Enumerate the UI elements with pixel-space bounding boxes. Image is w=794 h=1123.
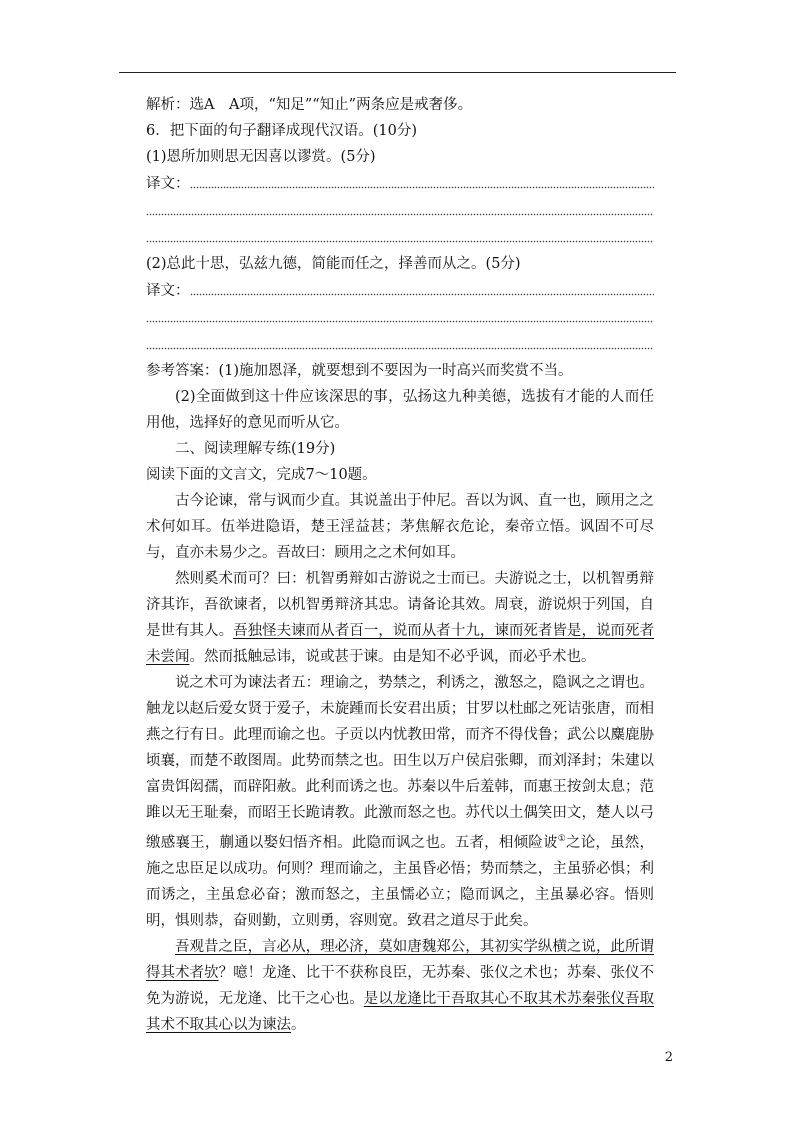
translation-blank-2[interactable] [146,277,654,358]
section-instruction: 阅读下面的文言文，完成7～10题。 [146,467,377,483]
reference-answer-1: 参考答案：(1)施加恩泽，就要想到不要因为一时高兴而奖赏不当。 [146,363,573,379]
translation-blank-1[interactable] [146,170,654,251]
page-number: 2 [664,1050,673,1065]
question-6-part-2: (2)总此十思，弘兹九德，简能而任之，择善而从之。(5分) [146,256,521,272]
answer-line [146,210,654,218]
underlined-sentence: 是以龙逄比干吾取其心不取其术苏秦张仪吾取其术不取其心以为谏法 [146,990,655,1033]
document-body [146,92,654,1038]
passage-text: 说之术可为谏法者五：理谕之，势禁之，利诱之，激怒之，隐讽之之谓也。触龙以赵后爱女贤于爱子，未旋踵而长安君出质；甘罗以杜邮之死诘张唐，而相燕之行有日。此理而谕之也。子贡以内忧教田常，而齐不得伐鲁；武公以麋鹿胁顷襄，而楚不敢图周。此势而禁之也。田生以万户侯启张卿，而刘泽封；朱建以富贵饵闳孺，而辟阳赦。此利而诱之也。苏秦以牛后羞韩，而惠王按剑太息；范雎以无王耻秦，而昭王长跪请教。此激而怒之也。苏代以土偶笑田文，楚人以弓缴感襄王，蒯通以娶妇悟齐相。此隐而讽之也。五者，相倾险诐 [146,675,654,851]
footnote-marker: ① [557,834,566,844]
passage-text: 。 [291,1016,306,1033]
passage-paragraph-2 [146,566,654,670]
passage-text: 之论，虽然，施之忠臣足以成功。何则？理而谕之，主虽昏必悟；势而禁之，主虽骄必惧；利而诱之，主虽怠必奋；激而怒之，主虽懦必立；隐而讽之，主虽暴必容。悟则明，惧则恭，奋则勤，立则勇，容则宽。致君之道尽于此矣。 [146,834,655,929]
analysis-text: 解析：选A A项，“知足”“知止”两条应是戒奢侈。 [146,97,473,113]
passage-text: 。然而抵触忌讳，说或甚于谏。由是知不必乎讽，而必乎术也。 [189,649,596,665]
answer-line [190,290,655,298]
passage-text: 然则奚术而可？曰：机智勇辩如古游说之士而已。夫游说之士，以机智勇辩济其诈，吾欲谏者，以机智勇辩济其忠。请备论其效。周衰，游说炽于列国，自是世有其人。 [146,571,654,639]
answer-line [146,344,654,352]
section-title: 二、阅读理解专练(19分) [175,441,336,457]
underlined-sentence: 吾观昔之臣，言必从，理必济，莫如唐魏郑公，其初实学纵横之说，此所谓得其术者欤 [146,938,654,981]
underlined-sentence: 吾独怪夫谏而从者百一，说而从者十九，谏而死者皆是，说而死者未尝闻 [146,623,655,665]
answer-line [146,237,654,245]
passage-text: ？噫！龙逄、比干不获称良臣，无苏秦、张仪之术也；苏秦、张仪不免为游说，无龙逄、比干之心也。 [146,964,655,1007]
answer-line [146,317,654,325]
passage-paragraph-3 [146,670,654,934]
header-rule [119,72,676,73]
passage-paragraph-1: 古今论谏，常与讽而少直。其说盖出于仲尼。吾以为讽、直一也，顾用之之术何如耳。伍举进隐语，楚王淫益甚；茅焦解衣危论，秦帝立悟。讽固不可尽与，直亦未易少之。吾故曰：顾用之之术何如耳。 [146,493,654,561]
answer-line [190,183,655,191]
question-6-part-1: (1)恩所加则思无因喜以谬赏。(5分) [146,149,376,165]
question-6-stem: 6．把下面的句子翻译成现代汉语。(10分) [146,123,417,139]
reference-answer-2: (2)全面做到这十件应该深思的事，弘扬这九种美德，选拔有才能的人而任用他，选择好的意见而听从它。 [146,389,654,431]
translation-label: 译文： [146,283,190,299]
passage-paragraph-4 [146,934,654,1038]
translation-label: 译文： [146,176,190,192]
